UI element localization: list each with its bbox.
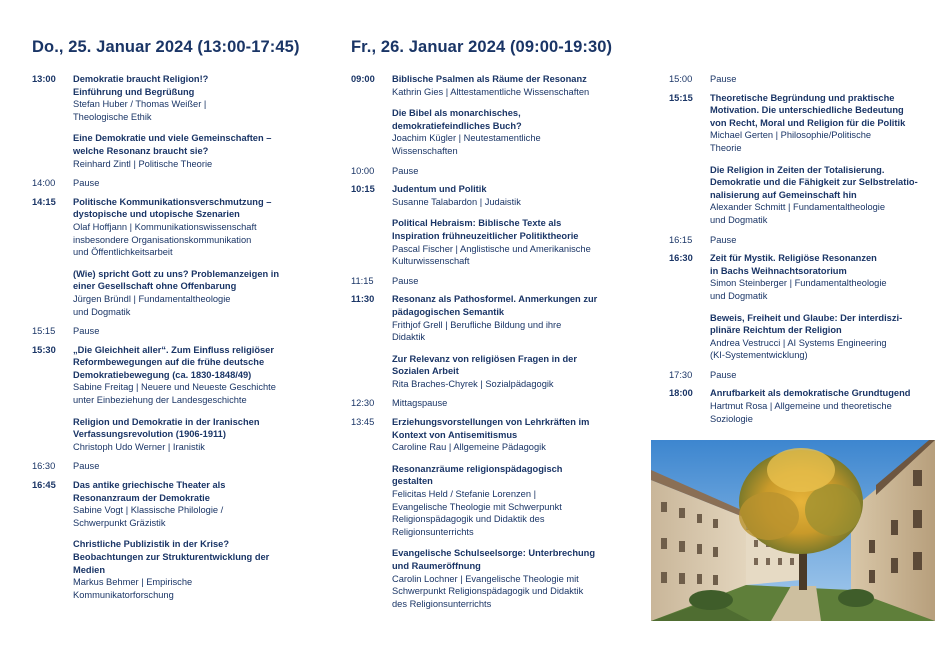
talk-title: Beweis, Freiheit und Glaube: Der interdiszi- plinäre Reichtum der Religion [710,312,903,336]
talk-title: Evangelische Schulseelsorge: Unterbrechung und Raumeröffnung [392,548,596,571]
talk [73,416,312,454]
day2-schedule [351,73,621,617]
pause-label: Pause [73,461,100,472]
slot-time: 10:15 [351,184,375,195]
slot-time: 16:30 [32,461,56,472]
talk [392,293,621,343]
talk [73,268,312,318]
slot-talks [73,73,312,170]
talk [73,479,312,529]
slot-talks [73,177,312,190]
slot-time: 15:30 [32,344,56,355]
schedule-slot-0900 [351,73,621,158]
courtyard-photo [651,440,935,621]
talk-title: Zur Relevanz von religiösen Fragen in der Sozialen Arbeit [392,353,577,377]
slot-talks [392,73,621,158]
talk-speaker: Michael Gerten | Philosophie/Politische Theorie [710,130,872,153]
talk-title: „Die Gleichheit aller“. Zum Einfluss religiöser Reformbewegungen auf die frühe deutsche Demokratiebewegung (ca. 1830-1848/49) [73,344,274,380]
day1-title: Do., 25. Januar 2024 (13:00-17:45) [32,38,300,56]
pause-label: Pause [392,275,419,286]
talk-speaker: Joachim Kügler | Neutestamentliche Wissenschaften [392,133,541,156]
slot-talks [392,165,621,178]
schedule-slot-1230 [351,397,621,410]
talk-speaker: Sabine Freitag | Neuere und Neueste Geschichte unter Einbeziehung der Landesgeschichte [73,382,276,406]
slot-time: 16:15 [669,234,693,245]
talk-title: Theoretische Begründung und praktische Motivation. Die unterschiedliche Bedeutung von Recht, Moral und Religion für die Politik [710,92,906,128]
slot-talks [73,344,312,454]
day2-schedule-continued [669,73,931,432]
talk [392,183,621,208]
slot-talks [710,369,931,382]
talk-speaker: Susanne Talabardon | Judaistik [392,196,521,207]
talk [73,538,312,601]
talk-title: Das antike griechische Theater als Resonanzraum der Demokratie [73,480,226,503]
talk [73,132,312,170]
talk [392,107,621,157]
talk-title: Eine Demokratie und viele Gemeinschaften – welche Resonanz braucht sie? [73,133,272,156]
schedule-slot-1345 [351,416,621,610]
slot-time: 13:45 [351,417,375,428]
pause-label: Pause [73,326,100,337]
talk [710,92,931,155]
slot-talks [73,479,312,601]
talk-title: Zeit für Mystik. Religiöse Resonanzen in Bachs Weihnachtsoratorium [710,253,877,276]
talk-speaker: Simon Steinberger | Fundamentaltheologie und Dogmatik [710,278,887,301]
schedule-slot-1300 [32,73,312,170]
talk-title: Die Religion in Zeiten der Totalisierung. Demokratie und die Fähigkeit zur Selbstrelatio- nalisierung auf Gemeinschaft hin [710,164,918,200]
talk-speaker: Jürgen Bründl | Fundamentaltheologie und Dogmatik [73,293,231,317]
talk-title: Erziehungsvorstellungen von Lehrkräften im Kontext von Antisemitismus [392,417,590,440]
schedule-slot-1630 [32,460,312,473]
talk [392,547,621,610]
slot-talks [710,387,931,425]
talk-speaker: Felicitas Held / Stefanie Lorenzen | Evangelische Theologie mit Schwerpunkt Religionspädagogik und Didaktik des Religionsunterrichts [392,489,562,537]
slot-time: 16:45 [32,480,56,491]
schedule-slot-1115 [351,275,621,288]
slot-time: 15:00 [669,74,693,84]
slot-talks [392,275,621,288]
slot-talks [392,183,621,268]
talk [710,387,931,425]
talk-title: Die Bibel als monarchisches, demokratiefeindliches Buch? [392,108,522,131]
slot-time: 15:15 [669,92,693,103]
slot-talks [73,460,312,473]
talk [73,344,312,407]
talk [392,416,621,454]
talk [73,196,312,259]
slot-time: 11:15 [351,275,374,286]
day1-schedule [32,73,312,608]
talk-speaker: Reinhard Zintl | Politische Theorie [73,158,213,169]
talk-speaker: Kathrin Gies | Alttestamentliche Wissenschaften [392,86,590,97]
slot-talks [392,293,621,390]
slot-talks [710,73,931,86]
schedule-slot-1000 [351,165,621,178]
slot-time: 12:30 [351,398,375,409]
slot-time: 17:30 [669,369,693,380]
talk-title: Demokratie braucht Religion!? Einführung und Begrüßung [73,74,209,97]
talk-title: Politische Kommunikationsverschmutzung – dystopische und utopische Szenarien [73,196,272,220]
talk-speaker: Alexander Schmitt | Fundamentaltheologie und Dogmatik [710,202,886,225]
talk-title: Resonanz als Pathosformel. Anmerkungen zur pädagogischen Semantik [392,294,598,317]
talk-speaker: Andrea Vestrucci | AI Systems Engineering (KI-Systementwicklung) [710,337,887,361]
pause-label: Pause [392,165,419,176]
slot-talks [710,234,931,247]
talk-title: Judentum und Politik [392,184,487,195]
slot-time: 11:30 [351,294,375,305]
talk [392,73,621,98]
talk [392,353,621,391]
schedule-slot-1630 [669,252,931,362]
schedule-slot-1730 [669,369,931,382]
talk-title: (Wie) spricht Gott zu uns? Problemanzeigen in einer Gesellschaft ohne Offenbarung [73,268,280,292]
talk-speaker: Olaf Hoffjann | Kommunikationswissenschaft insbesondere Organisationskommunikation und Öffentlichkeitsarbeit [73,221,257,258]
talk [710,312,931,362]
schedule-slot-1400 [32,177,312,190]
day2-title: Fr., 26. Januar 2024 (09:00-19:30) [351,38,613,56]
schedule-slot-1515 [32,325,312,338]
slot-time: 10:00 [351,165,375,176]
slot-talks [710,92,931,227]
pause-label: Pause [710,234,737,245]
schedule-slot-1615 [669,234,931,247]
slot-time: 09:00 [351,74,375,84]
talk-title: Biblische Psalmen als Räume der Resonanz [392,74,587,84]
schedule-slot-1015 [351,183,621,268]
talk [392,217,621,267]
talk-title: Anrufbarkeit als demokratische Grundtugend [710,388,911,399]
schedule-slot-1500 [669,73,931,86]
slot-talks [73,196,312,318]
talk-title: Christliche Publizistik in der Krise? Beobachtungen zur Strukturentwicklung der Medien [73,539,270,575]
schedule-slot-1415 [32,196,312,318]
talk-speaker: Christoph Udo Werner | Iranistik [73,441,205,452]
slot-talks [392,397,621,410]
slot-time: 16:30 [669,253,693,264]
talk-speaker: Markus Behmer | Empirische Kommunikatorforschung [73,577,193,600]
slot-time: 13:00 [32,74,56,84]
schedule-slot-1530 [32,344,312,454]
talk-speaker: Rita Braches-Chyrek | Sozialpädagogik [392,378,554,389]
schedule-slot-1130 [351,293,621,390]
talk-speaker: Pascal Fischer | Anglistische und Amerikanische Kulturwissenschaft [392,243,591,267]
slot-time: 14:15 [32,196,56,207]
talk-speaker: Stefan Huber / Thomas Weißer | Theologische Ethik [73,99,207,122]
talk-speaker: Sabine Vogt | Klassische Philologie / Schwerpunkt Gräzistik [73,505,224,528]
pause-label: Pause [73,178,100,189]
slot-time: 18:00 [669,388,693,399]
talk-speaker: Caroline Rau | Allgemeine Pädagogik [392,442,546,453]
talk-speaker: Carolin Lochner | Evangelische Theologie mit Schwerpunkt Religionspädagogik und Didaktik des Religionsunterrichts [392,573,584,609]
talk [710,252,931,302]
talk [73,73,312,123]
schedule-slot-1515 [669,92,931,227]
slot-talks [392,416,621,610]
slot-time: 15:15 [32,326,56,337]
talk-title: Religion und Demokratie in der Iranischen Verfassungsrevolution (1906-1911) [73,416,260,440]
talk-speaker: Hartmut Rosa | Allgemeine und theoretische Soziologie [710,401,892,424]
talk [710,164,931,227]
talk [392,463,621,539]
pause-label: Mittagspause [392,398,448,409]
slot-talks [73,325,312,338]
talk-title: Resonanzräume religionspädagogisch gestalten [392,463,563,487]
pause-label: Pause [710,369,737,380]
schedule-slot-1645 [32,479,312,601]
slot-time: 14:00 [32,178,56,189]
pause-label: Pause [710,74,737,84]
schedule-slot-1800 [669,387,931,425]
slot-talks [710,252,931,362]
talk-speaker: Frithjof Grell | Berufliche Bildung und ihre Didaktik [392,319,562,343]
talk-title: Political Hebraism: Biblische Texte als Inspiration frühneuzeitlicher Politiktheorie [392,218,579,241]
